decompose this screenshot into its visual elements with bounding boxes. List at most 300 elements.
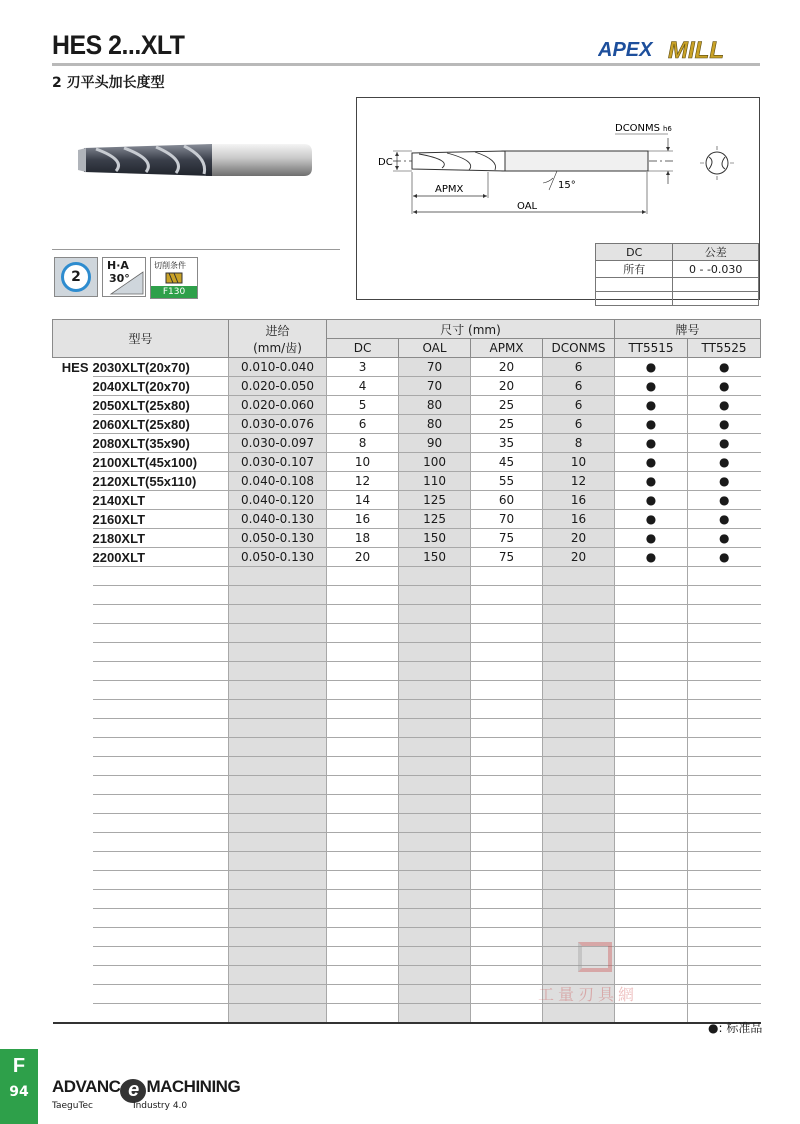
empty-cell — [53, 966, 93, 985]
model-cell: 2160XLT — [93, 510, 229, 529]
oal-cell: 80 — [399, 415, 471, 434]
empty-cell — [471, 928, 543, 947]
empty-cell — [543, 586, 615, 605]
feed-cell: 0.030-0.076 — [229, 415, 327, 434]
grade-tt5525-cell: ● — [688, 529, 761, 548]
empty-cell — [688, 738, 761, 757]
empty-cell — [471, 814, 543, 833]
advance-machining-logo — [52, 1077, 240, 1111]
empty-cell — [688, 814, 761, 833]
oal-cell: 100 — [399, 453, 471, 472]
empty-cell — [399, 586, 471, 605]
empty-cell — [93, 662, 229, 681]
watermark-text: 工量刃具網 — [538, 985, 639, 1004]
empty-cell — [615, 738, 688, 757]
helix-angle-icon — [102, 257, 146, 297]
empty-cell — [471, 567, 543, 586]
model-cell: 2100XLT(45x100) — [93, 453, 229, 472]
empty-cell — [688, 662, 761, 681]
empty-cell — [543, 681, 615, 700]
header-grade: 牌号 — [615, 320, 761, 339]
model-cell: 2040XLT(20x70) — [93, 377, 229, 396]
model-cell: 2180XLT — [93, 529, 229, 548]
oal-cell: 80 — [399, 396, 471, 415]
empty-cell — [543, 814, 615, 833]
model-prefix-cell — [53, 491, 93, 510]
apmx-cell: 75 — [471, 529, 543, 548]
tool-photo — [76, 138, 316, 182]
empty-cell — [471, 586, 543, 605]
empty-cell — [229, 966, 327, 985]
empty-cell — [615, 681, 688, 700]
tolerance-empty-cell — [596, 278, 673, 292]
dconms-cell: 8 — [543, 434, 615, 453]
empty-cell — [229, 586, 327, 605]
empty-cell — [615, 719, 688, 738]
empty-cell — [471, 757, 543, 776]
feed-cell: 0.020-0.050 — [229, 377, 327, 396]
model-prefix-cell — [53, 396, 93, 415]
empty-cell — [615, 643, 688, 662]
empty-cell — [543, 567, 615, 586]
page-subtitle: 2 刃平头加长度型 — [52, 75, 165, 91]
empty-cell — [471, 966, 543, 985]
empty-cell — [471, 662, 543, 681]
feed-cell: 0.050-0.130 — [229, 548, 327, 567]
empty-cell — [53, 833, 93, 852]
empty-cell — [471, 700, 543, 719]
grade-tt5525-cell: ● — [688, 434, 761, 453]
table-row — [53, 548, 761, 567]
empty-cell — [229, 795, 327, 814]
logo-text-b: MILL — [668, 37, 724, 64]
technical-drawing — [356, 97, 760, 300]
empty-cell — [471, 1004, 543, 1023]
empty-cell — [399, 700, 471, 719]
empty-cell — [543, 776, 615, 795]
empty-cell — [688, 681, 761, 700]
feed-cell: 0.040-0.120 — [229, 491, 327, 510]
empty-cell — [53, 757, 93, 776]
header-tt5525: TT5525 — [688, 339, 761, 358]
empty-cell — [327, 909, 399, 928]
empty-cell — [399, 795, 471, 814]
empty-cell — [327, 757, 399, 776]
empty-table-row — [53, 776, 761, 795]
empty-cell — [327, 586, 399, 605]
empty-cell — [399, 928, 471, 947]
table-row — [53, 396, 761, 415]
model-cell: 2050XLT(25x80) — [93, 396, 229, 415]
tolerance-table — [595, 243, 759, 306]
empty-cell — [688, 985, 761, 1004]
tolerance-header-dc: DC — [596, 244, 673, 261]
empty-cell — [399, 624, 471, 643]
empty-cell — [399, 1004, 471, 1023]
empty-cell — [543, 890, 615, 909]
helix-wedge-icon — [103, 258, 146, 297]
grade-tt5525-cell: ● — [688, 377, 761, 396]
dc-cell: 20 — [327, 548, 399, 567]
empty-cell — [327, 985, 399, 1004]
empty-cell — [93, 833, 229, 852]
tolerance-empty-cell — [673, 278, 759, 292]
icons-divider — [52, 249, 340, 250]
grade-tt5515-cell: ● — [615, 415, 688, 434]
empty-cell — [399, 605, 471, 624]
empty-cell — [327, 776, 399, 795]
empty-cell — [471, 605, 543, 624]
model-cell: 2060XLT(25x80) — [93, 415, 229, 434]
empty-cell — [93, 719, 229, 738]
empty-cell — [93, 909, 229, 928]
apmx-cell: 25 — [471, 396, 543, 415]
grade-tt5515-cell: ● — [615, 548, 688, 567]
empty-cell — [93, 814, 229, 833]
cutting-condition-code: F130 — [151, 286, 197, 298]
logo-advanc: ADVANC — [52, 1077, 121, 1096]
empty-cell — [615, 795, 688, 814]
empty-cell — [399, 833, 471, 852]
empty-cell — [93, 871, 229, 890]
empty-cell — [93, 624, 229, 643]
empty-cell — [543, 852, 615, 871]
footnote: ●: 标准品 — [708, 1021, 763, 1035]
grade-tt5525-cell: ● — [688, 510, 761, 529]
empty-cell — [543, 700, 615, 719]
empty-cell — [471, 795, 543, 814]
tolerance-empty-cell — [596, 292, 673, 306]
grade-tt5515-cell: ● — [615, 472, 688, 491]
empty-cell — [327, 795, 399, 814]
logo-machining: MACHINING — [146, 1077, 241, 1096]
model-prefix-cell — [53, 415, 93, 434]
empty-cell — [229, 700, 327, 719]
empty-table-row — [53, 643, 761, 662]
oal-cell: 70 — [399, 358, 471, 377]
spec-table — [52, 319, 761, 1024]
grade-tt5525-cell: ● — [688, 415, 761, 434]
empty-cell — [229, 852, 327, 871]
flute-count-value: 2 — [61, 262, 91, 292]
flute-count-icon — [54, 257, 98, 297]
model-cell: 2140XLT — [93, 491, 229, 510]
empty-table-row — [53, 738, 761, 757]
oal-cell: 90 — [399, 434, 471, 453]
model-prefix-cell — [53, 472, 93, 491]
empty-cell — [53, 700, 93, 719]
tolerance-empty-cell — [673, 292, 759, 306]
header-dconms: DCONMS — [543, 339, 615, 358]
empty-cell — [229, 681, 327, 700]
empty-cell — [399, 719, 471, 738]
model-prefix-cell: HES — [61, 359, 89, 375]
model-prefix-cell — [53, 529, 93, 548]
empty-cell — [615, 567, 688, 586]
empty-cell — [399, 947, 471, 966]
empty-cell — [615, 757, 688, 776]
empty-cell — [543, 738, 615, 757]
empty-cell — [399, 567, 471, 586]
empty-cell — [399, 890, 471, 909]
empty-cell — [615, 852, 688, 871]
dconms-cell: 20 — [543, 529, 615, 548]
oal-cell: 125 — [399, 510, 471, 529]
empty-cell — [543, 757, 615, 776]
empty-cell — [688, 719, 761, 738]
empty-cell — [327, 890, 399, 909]
dc-cell: 12 — [327, 472, 399, 491]
empty-cell — [93, 681, 229, 700]
dc-cell: 3 — [327, 358, 399, 377]
tolerance-value: 0 - -0.030 — [673, 261, 759, 278]
empty-cell — [399, 757, 471, 776]
empty-table-row — [53, 814, 761, 833]
table-row — [53, 529, 761, 548]
oal-cell: 150 — [399, 529, 471, 548]
grade-tt5515-cell: ● — [615, 434, 688, 453]
table-row — [53, 358, 761, 377]
empty-cell — [53, 624, 93, 643]
empty-cell — [399, 814, 471, 833]
apmx-cell: 60 — [471, 491, 543, 510]
empty-cell — [615, 586, 688, 605]
table-row — [53, 434, 761, 453]
empty-cell — [399, 871, 471, 890]
empty-cell — [688, 776, 761, 795]
empty-cell — [471, 643, 543, 662]
feed-cell: 0.050-0.130 — [229, 529, 327, 548]
helix-label: H·A — [107, 259, 129, 272]
empty-cell — [399, 681, 471, 700]
empty-cell — [688, 966, 761, 985]
empty-cell — [688, 700, 761, 719]
dconms-label: DCONMS — [615, 123, 661, 134]
dc-cell: 4 — [327, 377, 399, 396]
watermark-logo — [578, 942, 612, 972]
oal-cell: 110 — [399, 472, 471, 491]
empty-cell — [688, 852, 761, 871]
empty-cell — [53, 890, 93, 909]
angle-label: 15° — [558, 180, 576, 191]
empty-cell — [229, 928, 327, 947]
empty-cell — [229, 776, 327, 795]
empty-cell — [615, 700, 688, 719]
model-prefix-cell — [53, 548, 93, 567]
empty-cell — [327, 662, 399, 681]
feed-cell: 0.030-0.097 — [229, 434, 327, 453]
empty-cell — [93, 928, 229, 947]
oal-cell: 70 — [399, 377, 471, 396]
grade-tt5515-cell: ● — [615, 396, 688, 415]
empty-cell — [471, 985, 543, 1004]
logo-tagline: Industry 4.0 — [132, 1101, 188, 1111]
empty-cell — [471, 833, 543, 852]
empty-cell — [229, 985, 327, 1004]
dc-cell: 16 — [327, 510, 399, 529]
empty-cell — [471, 624, 543, 643]
empty-cell — [93, 985, 229, 1004]
empty-cell — [615, 871, 688, 890]
empty-cell — [543, 719, 615, 738]
empty-cell — [399, 852, 471, 871]
helix-angle-value: 30° — [109, 272, 130, 285]
spec-table-body — [53, 358, 761, 1023]
model-prefix-cell — [53, 510, 93, 529]
apmx-cell: 45 — [471, 453, 543, 472]
header-tt5515: TT5515 — [615, 339, 688, 358]
empty-cell — [399, 776, 471, 795]
empty-table-row — [53, 757, 761, 776]
empty-cell — [471, 947, 543, 966]
tolerance-header-value: 公差 — [673, 244, 759, 261]
oal-label: OAL — [517, 201, 538, 212]
dconms-cell: 6 — [543, 396, 615, 415]
feed-cell: 0.010-0.040 — [229, 358, 327, 377]
empty-cell — [93, 605, 229, 624]
empty-cell — [53, 738, 93, 757]
oal-cell: 125 — [399, 491, 471, 510]
dconms-cell: 10 — [543, 453, 615, 472]
empty-cell — [688, 586, 761, 605]
empty-cell — [327, 814, 399, 833]
empty-cell — [327, 1004, 399, 1023]
empty-table-row — [53, 681, 761, 700]
empty-cell — [327, 719, 399, 738]
feed-cell: 0.040-0.130 — [229, 510, 327, 529]
grade-tt5515-cell: ● — [615, 529, 688, 548]
empty-cell — [53, 605, 93, 624]
grade-tt5525-cell: ● — [688, 472, 761, 491]
empty-cell — [615, 814, 688, 833]
table-row — [53, 510, 761, 529]
grade-tt5515-cell: ● — [615, 510, 688, 529]
empty-cell — [93, 1004, 229, 1023]
dconms-cell: 6 — [543, 358, 615, 377]
apmx-label: APMX — [435, 184, 464, 195]
empty-cell — [53, 1004, 93, 1023]
empty-cell — [53, 776, 93, 795]
header-apmx: APMX — [471, 339, 543, 358]
header-dc: DC — [327, 339, 399, 358]
empty-cell — [229, 738, 327, 757]
empty-cell — [93, 776, 229, 795]
empty-cell — [53, 928, 93, 947]
grade-tt5525-cell: ● — [688, 396, 761, 415]
empty-cell — [615, 662, 688, 681]
empty-cell — [229, 1004, 327, 1023]
empty-cell — [471, 890, 543, 909]
empty-cell — [399, 985, 471, 1004]
empty-cell — [688, 624, 761, 643]
empty-cell — [543, 605, 615, 624]
empty-cell — [53, 586, 93, 605]
empty-cell — [93, 700, 229, 719]
page-title: HES 2...XLT — [52, 30, 185, 60]
dconms-cell: 16 — [543, 491, 615, 510]
empty-cell — [543, 871, 615, 890]
empty-cell — [471, 871, 543, 890]
empty-cell — [327, 643, 399, 662]
empty-cell — [399, 909, 471, 928]
empty-table-row — [53, 909, 761, 928]
empty-cell — [229, 890, 327, 909]
empty-cell — [327, 928, 399, 947]
dc-cell: 8 — [327, 434, 399, 453]
table-row — [53, 377, 761, 396]
empty-cell — [229, 567, 327, 586]
empty-cell — [229, 719, 327, 738]
apmx-cell: 70 — [471, 510, 543, 529]
grade-tt5525-cell: ● — [688, 358, 761, 377]
empty-cell — [688, 567, 761, 586]
header-feed — [229, 320, 327, 358]
grade-tt5525-cell: ● — [688, 453, 761, 472]
empty-cell — [615, 909, 688, 928]
empty-cell — [399, 662, 471, 681]
empty-cell — [229, 947, 327, 966]
empty-cell — [53, 947, 93, 966]
empty-cell — [229, 814, 327, 833]
empty-cell — [327, 871, 399, 890]
apmx-cell: 25 — [471, 415, 543, 434]
empty-table-row — [53, 586, 761, 605]
dc-cell: 10 — [327, 453, 399, 472]
empty-table-row — [53, 662, 761, 681]
model-cell: 2120XLT(55x110) — [93, 472, 229, 491]
empty-cell — [327, 738, 399, 757]
empty-cell — [471, 776, 543, 795]
empty-table-row — [53, 871, 761, 890]
empty-cell — [93, 757, 229, 776]
table-row — [53, 453, 761, 472]
empty-cell — [688, 871, 761, 890]
empty-table-row — [53, 852, 761, 871]
table-row — [53, 415, 761, 434]
dc-cell: 5 — [327, 396, 399, 415]
empty-cell — [327, 605, 399, 624]
empty-cell — [688, 928, 761, 947]
empty-cell — [543, 909, 615, 928]
empty-cell — [53, 852, 93, 871]
dimension-drawing — [357, 98, 759, 243]
dc-cell: 14 — [327, 491, 399, 510]
empty-cell — [93, 795, 229, 814]
page-tab — [0, 1049, 38, 1124]
empty-cell — [53, 681, 93, 700]
dconms-cell: 12 — [543, 472, 615, 491]
empty-cell — [688, 890, 761, 909]
empty-cell — [688, 909, 761, 928]
empty-cell — [93, 586, 229, 605]
model-cell: 2030XLT(20x70) — [93, 358, 229, 377]
apmx-cell: 20 — [471, 377, 543, 396]
empty-cell — [399, 966, 471, 985]
model-cell: 2200XLT — [93, 548, 229, 567]
model-prefix-cell — [53, 377, 93, 396]
empty-cell — [229, 833, 327, 852]
empty-cell — [93, 738, 229, 757]
header-feed-label: 进给 — [265, 323, 290, 338]
empty-cell — [93, 947, 229, 966]
empty-cell — [543, 795, 615, 814]
empty-cell — [688, 795, 761, 814]
empty-cell — [53, 814, 93, 833]
grade-tt5515-cell: ● — [615, 491, 688, 510]
table-row — [53, 491, 761, 510]
cutting-condition-label: 切削条件 — [154, 261, 186, 270]
empty-cell — [229, 757, 327, 776]
